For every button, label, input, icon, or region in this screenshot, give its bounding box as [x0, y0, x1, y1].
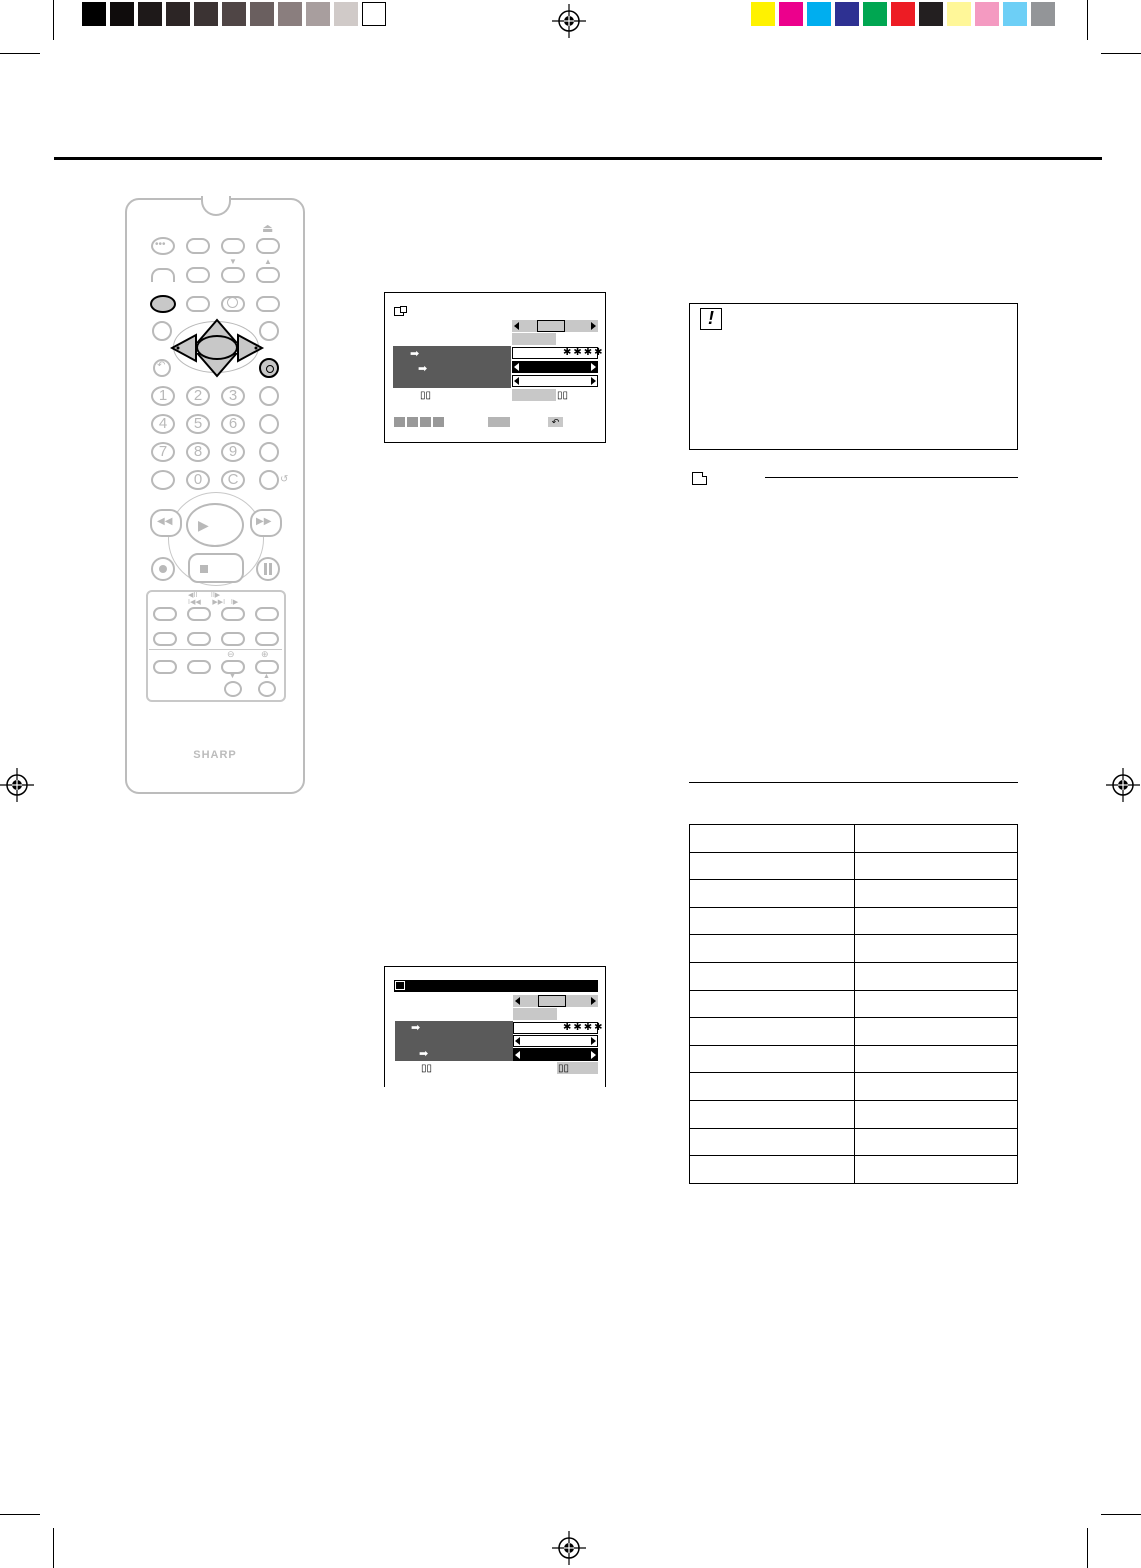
number-key-6: 6 [221, 414, 245, 434]
remote-button [187, 607, 211, 621]
table-row [690, 1100, 1018, 1128]
table-cell [690, 825, 855, 853]
number-key-4: 4 [151, 414, 175, 434]
color-swatch [751, 2, 775, 26]
table-cell [855, 962, 1018, 990]
rewind-icon: ◀◀ [157, 516, 173, 527]
remote-button [259, 414, 279, 434]
table-cell [855, 907, 1018, 935]
remote-button [259, 321, 279, 341]
table-cell [855, 935, 1018, 963]
down-small-icon: ▼ [229, 257, 237, 266]
slider-thumb [537, 320, 565, 332]
remote-button [153, 660, 177, 674]
number-key-9: 9 [221, 442, 245, 462]
remote-button [186, 296, 210, 312]
gray-swatch [250, 2, 274, 26]
remote-button [221, 660, 245, 674]
color-swatch [863, 2, 887, 26]
gray-swatch [194, 2, 218, 26]
remote-brand-logo: SHARP [193, 749, 237, 761]
registration-mark-right [1106, 768, 1140, 802]
note-end-rule [689, 782, 1018, 783]
nav-key-icons [394, 417, 446, 427]
enter-key-icon [488, 417, 510, 427]
open-close-button [256, 238, 280, 254]
gray-swatch [166, 2, 190, 26]
table-row [690, 1073, 1018, 1101]
remote-button [259, 386, 279, 406]
number-key-7: 7 [151, 442, 175, 462]
table-cell [855, 1018, 1018, 1046]
remote-button [259, 442, 279, 462]
remote-button [186, 238, 210, 254]
slider-thumb [538, 995, 566, 1007]
remote-button [187, 660, 211, 674]
remote-button [153, 632, 177, 646]
remote-button [259, 470, 279, 490]
gray-swatch [362, 2, 386, 26]
stop-icon [200, 565, 208, 573]
remote-button [187, 632, 211, 646]
channel-up-button [256, 267, 280, 283]
number-key-8: 8 [186, 442, 210, 462]
osd-screen-2: ➡ ➡ ✱✱✱✱ ▯▯ ▯▯ [384, 966, 606, 1087]
eject-icon: ⏏ [262, 221, 274, 235]
play-button [186, 503, 244, 547]
step-icons: ◀II II▶ I◀◀ ▶▶I I▶ [188, 592, 239, 606]
return-icon: ↶ [157, 360, 166, 371]
clear-key: C [221, 470, 245, 490]
up-small-icon: ▲ [263, 673, 270, 680]
osd-screen-1: ➡ ➡ ✱✱✱✱ ▯▯ ▯▯ ↶ [384, 292, 606, 443]
color-swatch [807, 2, 831, 26]
setup-button-highlighted [150, 295, 176, 313]
gray-swatch [222, 2, 246, 26]
remote-button [153, 607, 177, 621]
table-row [690, 935, 1018, 963]
play-icon: ▶ [198, 517, 209, 533]
table-cell [690, 1045, 855, 1073]
table-row [690, 852, 1018, 880]
table-cell [855, 852, 1018, 880]
note-rule [765, 477, 1018, 478]
table-cell [855, 1156, 1018, 1184]
gray-swatch [306, 2, 330, 26]
table-cell [690, 962, 855, 990]
menu-title-bar [394, 980, 598, 992]
table-cell [690, 1018, 855, 1046]
registration-mark-top [552, 4, 586, 38]
remote-button [255, 607, 279, 621]
note-icon-fold [702, 472, 707, 477]
remote-button [255, 660, 279, 674]
table-row [690, 1128, 1018, 1156]
remote-button [152, 321, 172, 341]
gray-swatch [138, 2, 162, 26]
table-row [690, 1018, 1018, 1046]
table-cell [690, 935, 855, 963]
color-swatch [1031, 2, 1055, 26]
down-small-icon: ▼ [229, 673, 236, 680]
table-cell [855, 1100, 1018, 1128]
table-cell [690, 1073, 855, 1101]
table-cell [690, 1156, 855, 1184]
table-row [690, 825, 1018, 853]
table-cell [855, 1128, 1018, 1156]
table-cell [690, 1128, 855, 1156]
pause-icon [264, 563, 272, 575]
color-swatch [779, 2, 803, 26]
dots-icon: ••• [155, 239, 166, 250]
remote-button [221, 632, 245, 646]
table-cell [690, 907, 855, 935]
color-swatch [891, 2, 915, 26]
registration-mark-left [0, 768, 34, 802]
table-row [690, 907, 1018, 935]
table-row [690, 1045, 1018, 1073]
gray-swatch [110, 2, 134, 26]
remote-button [224, 681, 242, 697]
plus-icon: ⊕ [261, 649, 269, 659]
settings-table [689, 824, 1018, 1184]
remote-button [258, 681, 276, 697]
number-key-5: 5 [186, 414, 210, 434]
remote-button [256, 296, 280, 312]
menu-icon [395, 981, 405, 990]
gray-swatch [82, 2, 106, 26]
table-row [690, 1156, 1018, 1184]
table-row [690, 880, 1018, 908]
number-key-1: 1 [151, 386, 175, 406]
menu-icon-detail [400, 306, 407, 313]
minus-icon: ⊖ [227, 649, 235, 659]
remote-button [221, 607, 245, 621]
color-swatch [947, 2, 971, 26]
header-rule [54, 157, 1102, 160]
remote-button [186, 267, 210, 283]
table-cell [855, 825, 1018, 853]
caution-icon: ! [700, 308, 722, 330]
color-swatch [975, 2, 999, 26]
set-icon [266, 365, 274, 373]
table-cell [855, 880, 1018, 908]
color-swatch [919, 2, 943, 26]
table-cell [690, 852, 855, 880]
fast-forward-icon: ▶▶ [256, 516, 272, 527]
table-cell [855, 990, 1018, 1018]
table-cell [690, 1100, 855, 1128]
remote-button [151, 268, 175, 282]
up-small-icon: ▲ [264, 257, 272, 266]
number-key-3: 3 [221, 386, 245, 406]
table-row [690, 990, 1018, 1018]
stop-button [188, 553, 244, 583]
table-cell [690, 880, 855, 908]
remote-button [151, 470, 175, 490]
remote-button [255, 632, 279, 646]
gray-swatch [334, 2, 358, 26]
table-cell [855, 1045, 1018, 1073]
number-key-2: 2 [186, 386, 210, 406]
color-swatch [1003, 2, 1027, 26]
caution-box [689, 303, 1018, 450]
repeat-icon: ↺ [280, 474, 289, 485]
search-icon [227, 297, 238, 308]
return-key-icon: ↶ [548, 417, 563, 427]
color-swatch [835, 2, 859, 26]
table-row [690, 962, 1018, 990]
table-cell [690, 990, 855, 1018]
record-icon [159, 565, 167, 573]
gray-swatch [278, 2, 302, 26]
enter-button [196, 335, 238, 360]
registration-mark-bottom [552, 1531, 586, 1565]
number-key-0: 0 [186, 470, 210, 490]
table-cell [855, 1073, 1018, 1101]
channel-down-button [221, 267, 245, 283]
remote-button [221, 238, 245, 254]
